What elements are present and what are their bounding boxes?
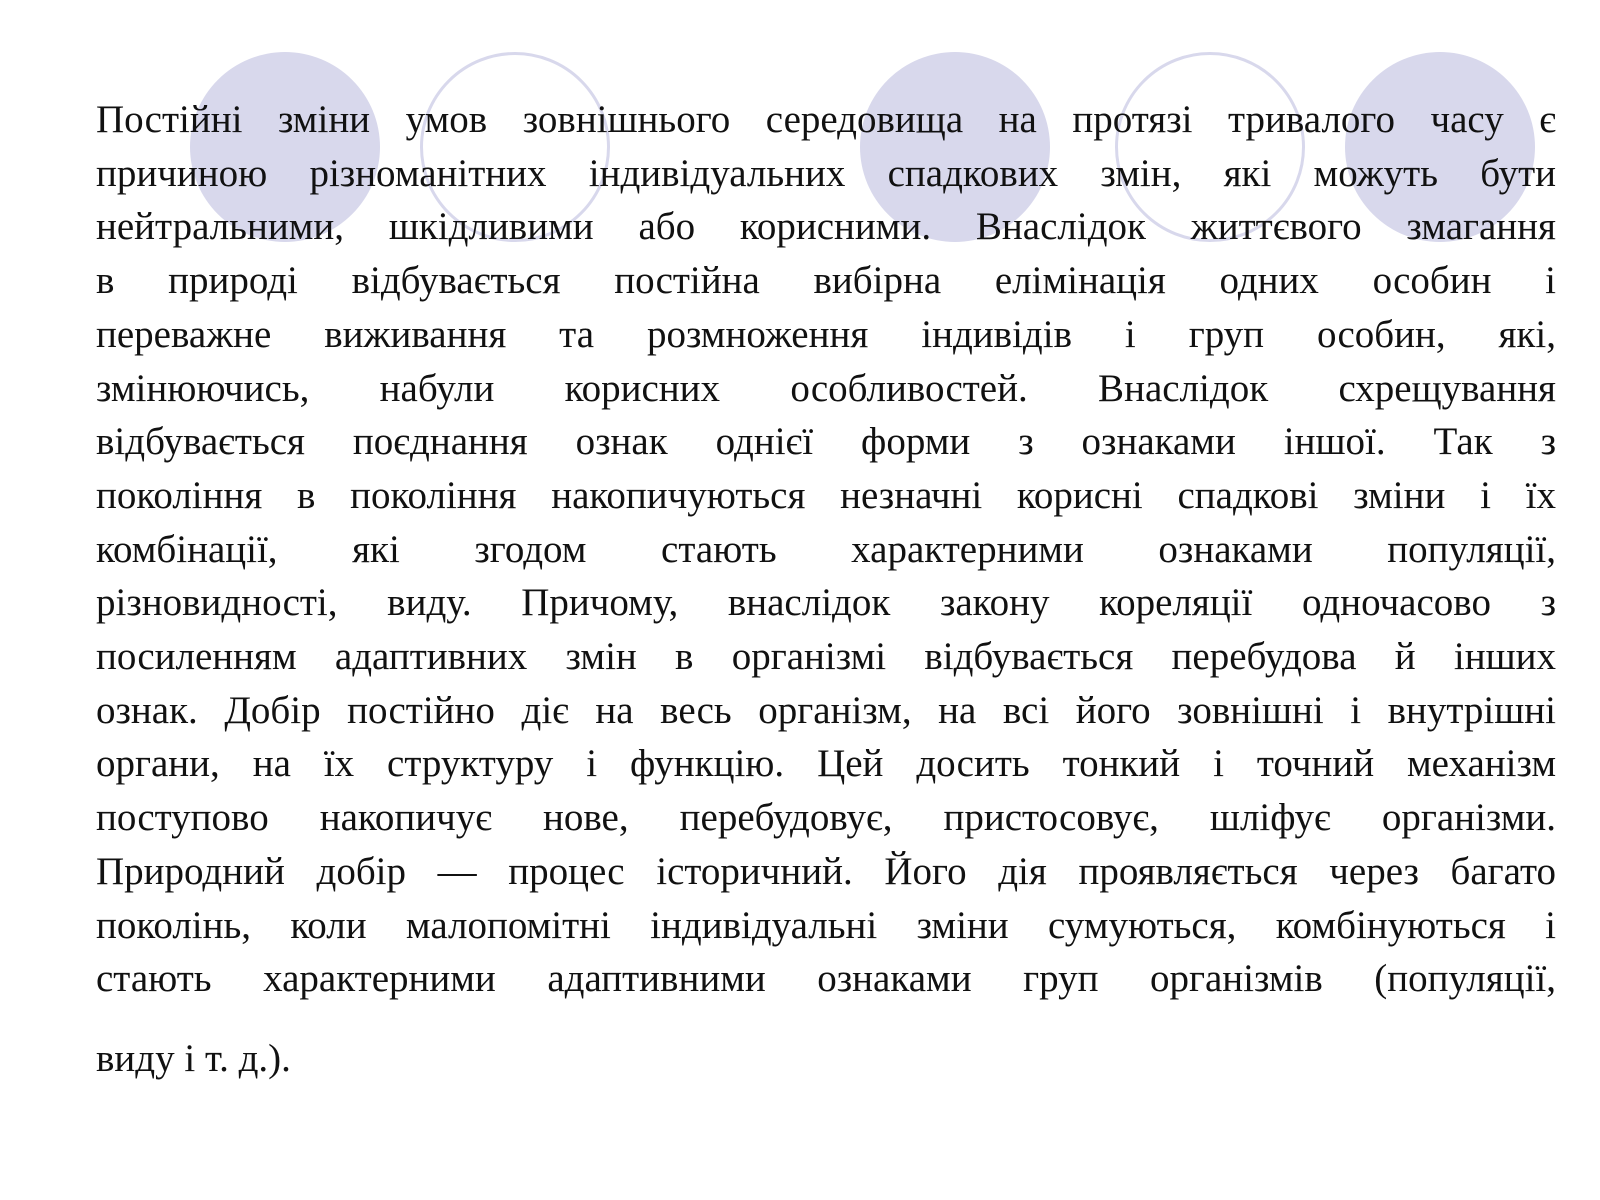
text-line: Постійні зміни умов зовнішнього середовища на протязі тривалого часу є <box>96 98 1556 141</box>
text-line: причиною різноманітних індивідуальних спадкових змін, які можуть бути <box>96 151 1556 195</box>
text-line: органи, на їх структуру і функцію. Цей досить тонкий і точний механізм <box>96 742 1556 786</box>
text-line: поступово накопичує нове, перебудовує, пристосовує, шліфує організми. <box>96 796 1556 840</box>
text-line: стають характерними адаптивними ознаками груп організмів (популяції, <box>96 957 1556 1001</box>
text-line: комбінації, які згодом стають характерними ознаками популяції, <box>96 527 1556 571</box>
text-line: ознак. Добір постійно діє на весь організм, на всі його зовнішні і внутрішні <box>96 688 1556 732</box>
text-line: переважне виживання та розмноження індивідів і груп особин, які, <box>96 312 1556 356</box>
text-line: в природі відбувається постійна вибірна елімінація одних особин і <box>96 259 1556 303</box>
text-line: Природний добір — процес історичний. Його дія проявляється через багато <box>96 849 1556 893</box>
text-line: різновидності, виду. Причому, внаслідок закону кореляції одночасово з <box>96 581 1556 625</box>
text-line-final: виду і т. д.). <box>96 1036 291 1080</box>
text-line: посиленням адаптивних змін в організмі відбувається перебудова й інших <box>96 635 1556 679</box>
text-line: нейтральними, шкідливими або корисними. Внаслідок життєвого змагання <box>96 205 1556 249</box>
text-line: покоління в покоління накопичуються незначні корисні спадкові зміни і їх <box>96 473 1556 517</box>
text-line: поколінь, коли малопомітні індивідуальні зміни сумуються, комбінуються і <box>96 903 1556 947</box>
text-line: відбувається поєднання ознак однієї форми з ознаками іншої. Так з <box>96 420 1556 464</box>
text-line: змінюючись, набули корисних особливостей. Внаслідок схрещування <box>96 366 1556 410</box>
slide-body-text <box>96 93 1556 1086</box>
